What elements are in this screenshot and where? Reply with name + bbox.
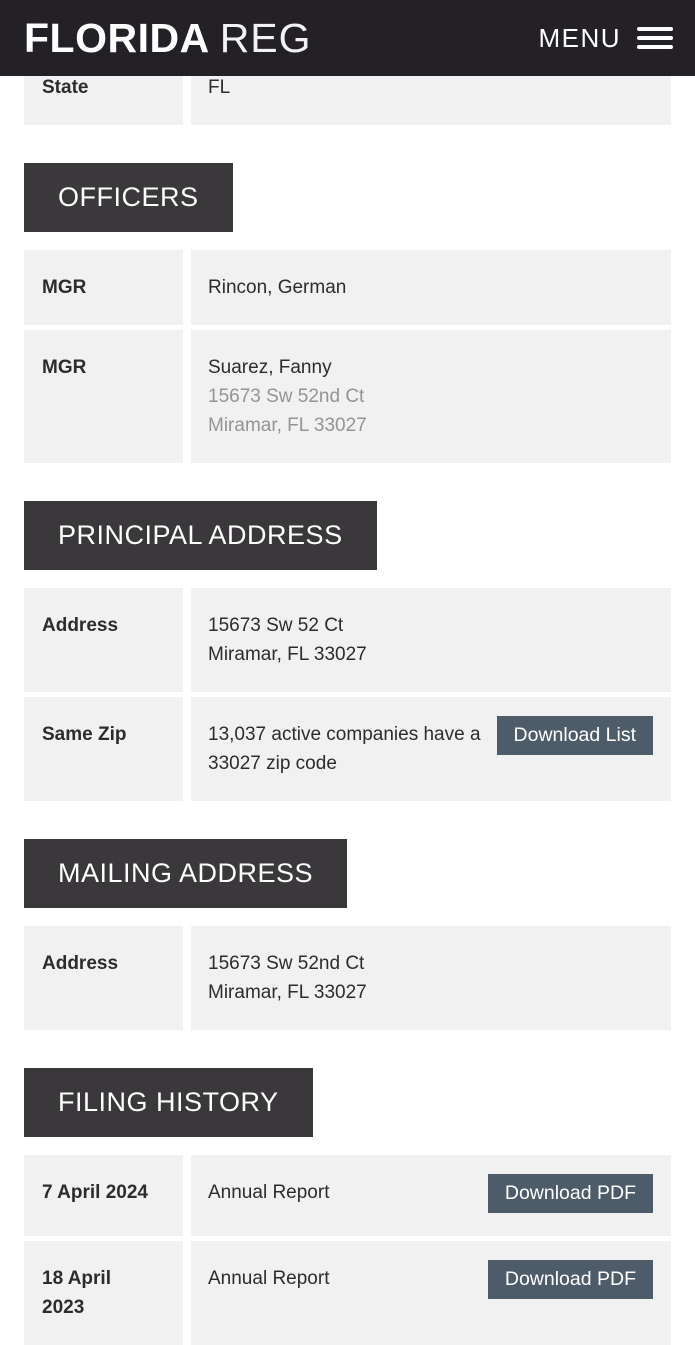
address-line: 15673 Sw 52 Ct [208, 615, 344, 636]
same-zip-row-label: Same Zip [24, 697, 183, 801]
section-officers [24, 163, 671, 463]
officer-role-label: MGR [24, 330, 183, 463]
mailing-address-table [24, 926, 671, 1030]
officers-table [24, 250, 671, 463]
same-zip-text: 13,037 active companies have a 33027 zip code [208, 724, 481, 774]
section-title-mailing-address: MAILING ADDRESS [24, 839, 347, 908]
state-row-label: State [24, 50, 183, 125]
section-title-principal-address: PRINCIPAL ADDRESS [24, 501, 377, 570]
address-line: Miramar, FL 33027 [208, 644, 367, 665]
officer-address-line: Miramar, FL 33027 [208, 415, 367, 436]
filing-date-label: 7 April 2024 [24, 1155, 183, 1236]
officer-name: Rincon, German [208, 277, 347, 298]
address-row-label: Address [24, 926, 183, 1030]
download-pdf-button[interactable]: Download PDF [488, 1174, 653, 1213]
section-title-officers: OFFICERS [24, 163, 233, 232]
officer-role-label: MGR [24, 250, 183, 325]
filing-type-text: Annual Report [208, 1182, 330, 1203]
hamburger-icon [637, 27, 673, 49]
filing-date-label: 18 April 2023 [24, 1241, 183, 1345]
principal-address-table [24, 588, 671, 801]
app-header [0, 0, 695, 76]
menu-label: MENU [538, 22, 621, 53]
address-row-value [191, 926, 671, 1030]
filing-history-table [24, 1155, 671, 1345]
officer-address-line: 15673 Sw 52nd Ct [208, 386, 365, 407]
menu-button[interactable] [538, 23, 673, 54]
brand-bold-text: FLORIDA [24, 14, 210, 61]
same-zip-row-value [191, 697, 671, 801]
filing-row-value [191, 1241, 671, 1345]
section-mailing-address [24, 839, 671, 1030]
officer-name-value [191, 250, 671, 325]
brand-light-text: REG [219, 14, 312, 61]
brand-logo[interactable] [24, 15, 312, 62]
filing-row-value [191, 1155, 671, 1236]
section-filing-history [24, 1068, 671, 1345]
download-pdf-button[interactable]: Download PDF [488, 1260, 653, 1299]
address-row-label: Address [24, 588, 183, 692]
address-line: 15673 Sw 52nd Ct [208, 953, 365, 974]
address-line: Miramar, FL 33027 [208, 982, 367, 1003]
download-list-button[interactable]: Download List [497, 716, 653, 755]
section-title-filing-history: FILING HISTORY [24, 1068, 313, 1137]
address-row-value [191, 588, 671, 692]
officer-name: Suarez, Fanny [208, 357, 332, 378]
officer-name-value [191, 330, 671, 463]
section-principal-address [24, 501, 671, 801]
filing-type-text: Annual Report [208, 1268, 330, 1289]
state-row-value: FL [191, 50, 671, 125]
